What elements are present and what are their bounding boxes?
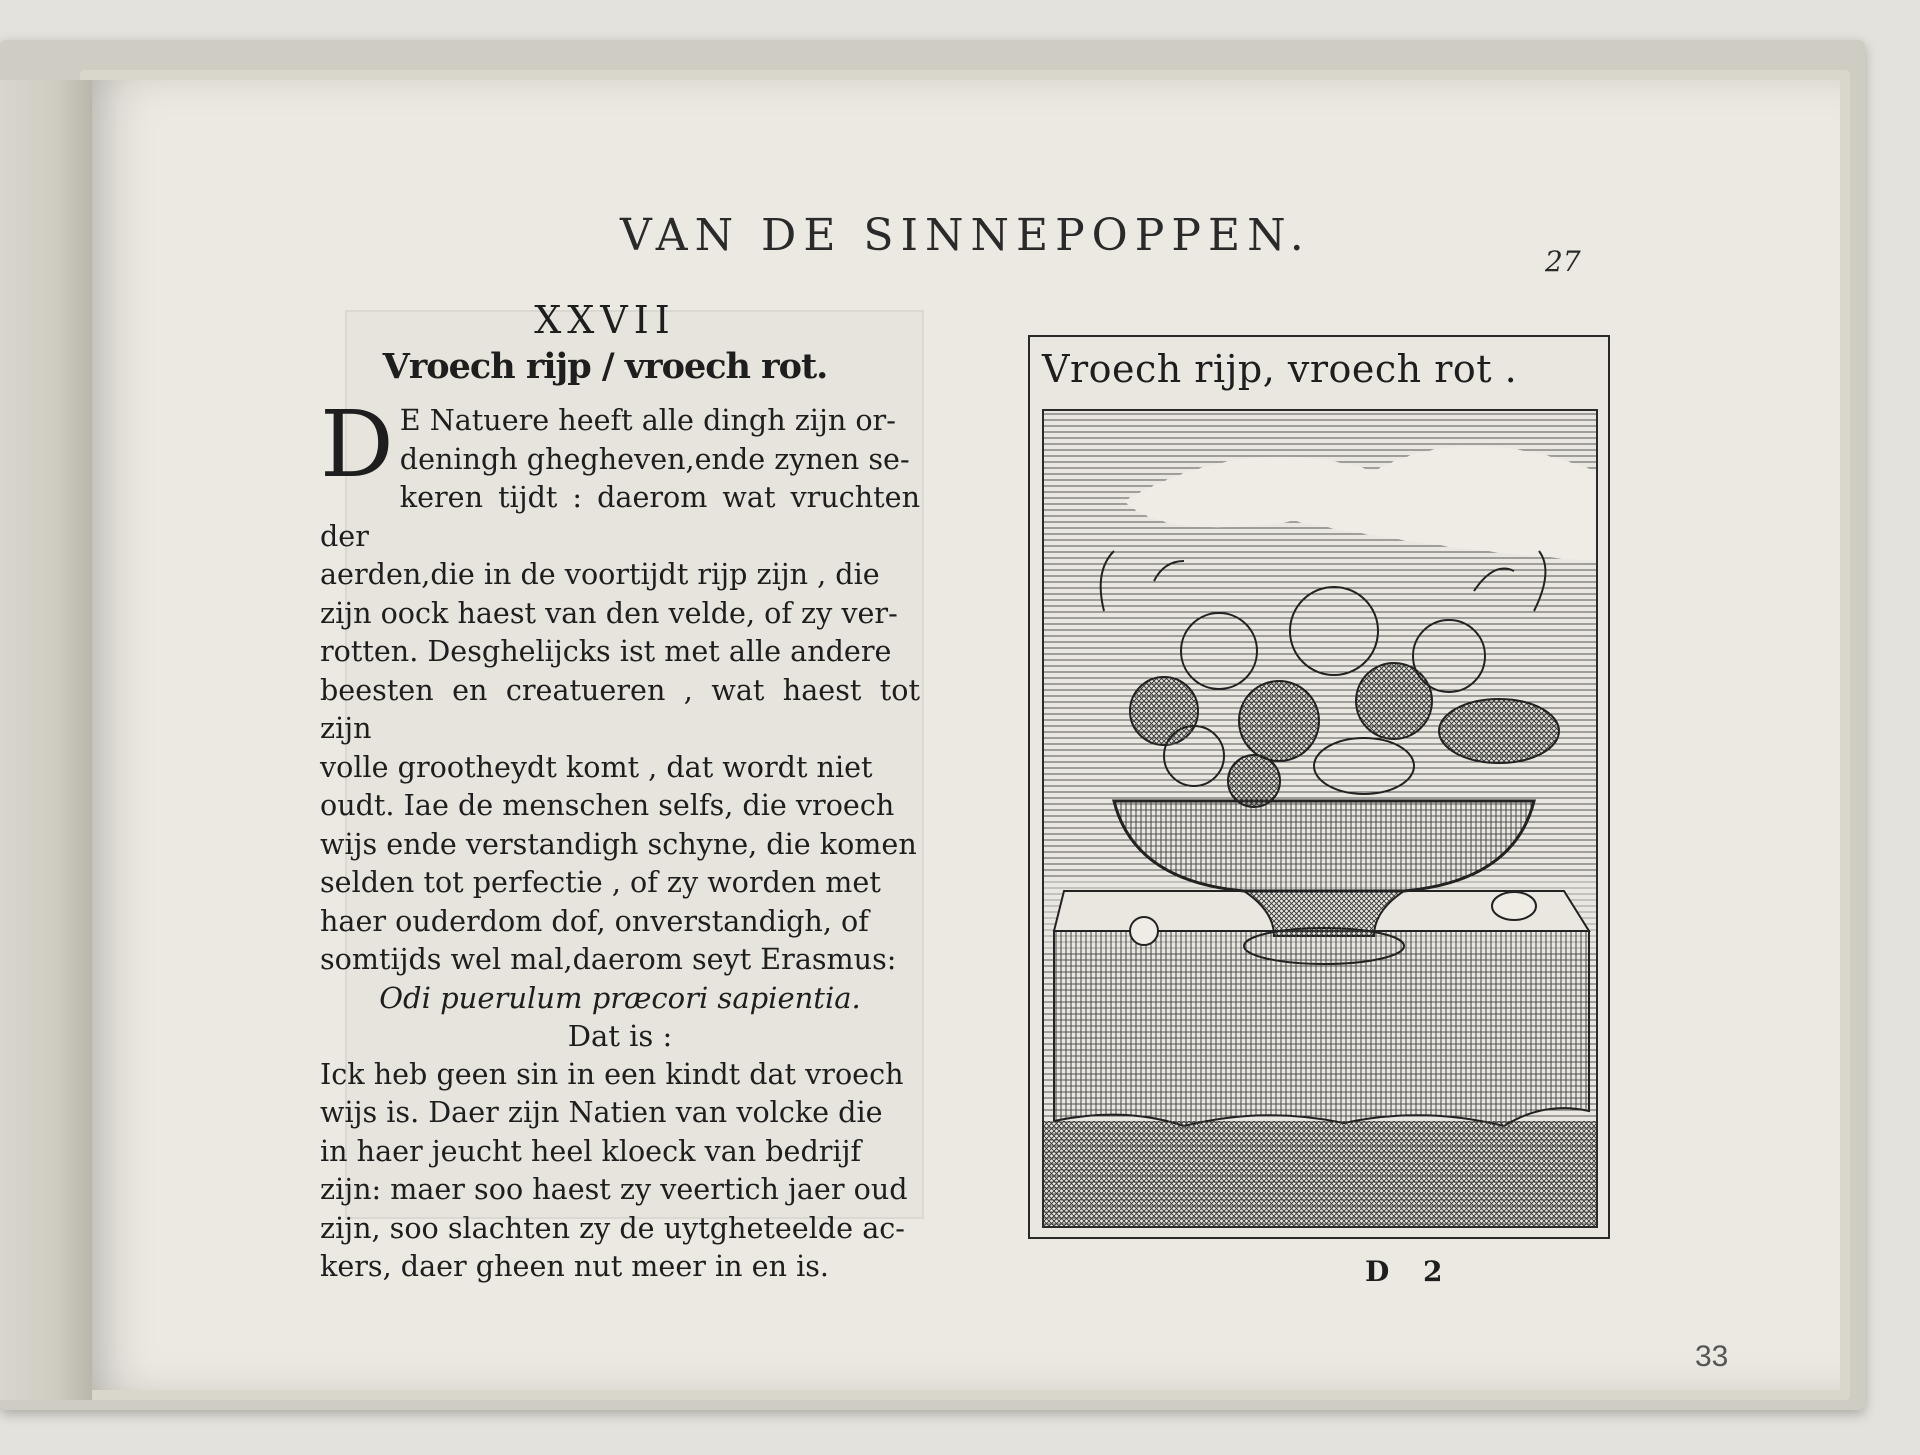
emblem-numeral: XXVII: [534, 298, 676, 342]
book-gutter: [0, 80, 92, 1400]
drop-cap: D: [320, 391, 394, 498]
engraving-fruit-bowl: [1042, 409, 1598, 1228]
body-line: zijn oock haest van den velde, of zy ver-: [320, 595, 898, 630]
dat-is-heading: Dat is :: [567, 1018, 673, 1053]
body-line: somtijds wel mal,daerom seyt Erasmus:: [320, 942, 897, 976]
emblem-body: [320, 391, 920, 1286]
body-line: selden tot perfectie , of zy worden met: [320, 865, 881, 899]
translation-line: in haer jeucht heel kloeck van bedrijf: [320, 1133, 862, 1168]
body-line: E Natuere heeft alle dingh zijn or-: [399, 403, 896, 437]
body-line: rotten. Desghelijcks ist met alle andere: [320, 634, 892, 668]
plate-title: Vroech rijp, vroech rot .: [1042, 347, 1518, 391]
body-line: beesten en creatueren , wat haest tot zijn: [320, 672, 920, 745]
translation-line: Ick heb geen sin in een kindt dat vroech: [320, 1056, 904, 1091]
translation-line: kers, daer gheen nut meer in en is.: [320, 1249, 829, 1283]
translation-line: zijn, soo slachten zy de uytgheteelde ac-: [320, 1210, 905, 1245]
emblem-text-column: [320, 298, 920, 1286]
page-number: 27: [1545, 245, 1581, 278]
body-line: oudt. Iae de menschen selfs, die vroech: [320, 788, 895, 822]
translation-line: wijs is. Daer zijn Natien van volcke die: [320, 1095, 883, 1129]
body-line: keren tijdt : daerom wat vruchten der: [320, 480, 920, 553]
emblem-plate: [1028, 335, 1610, 1239]
latin-quote: Odi puerulum præcori sapientia.: [379, 980, 861, 1015]
body-line: wijs ende verstandigh schyne, die komen: [320, 826, 917, 861]
body-line: haer ouderdom dof, onverstandigh, of: [320, 903, 869, 938]
body-line: aerden,die in de voortijdt rijp zijn , die: [320, 557, 880, 591]
signature-mark: D 2: [1365, 1255, 1455, 1288]
engraving-image: [1044, 411, 1596, 1226]
running-head: VAN DE SINNEPOPPEN.: [620, 210, 1311, 261]
pencil-folio-number: 33: [1695, 1340, 1729, 1373]
body-line: volle grootheydt komt , dat wordt niet: [320, 749, 873, 784]
translation-line: zijn: maer soo haest zy veertich jaer oud: [320, 1172, 908, 1206]
emblem-motto: Vroech rijp / vroech rot.: [382, 346, 828, 387]
body-line: deningh ghegheven,ende zynen se-: [399, 441, 910, 476]
